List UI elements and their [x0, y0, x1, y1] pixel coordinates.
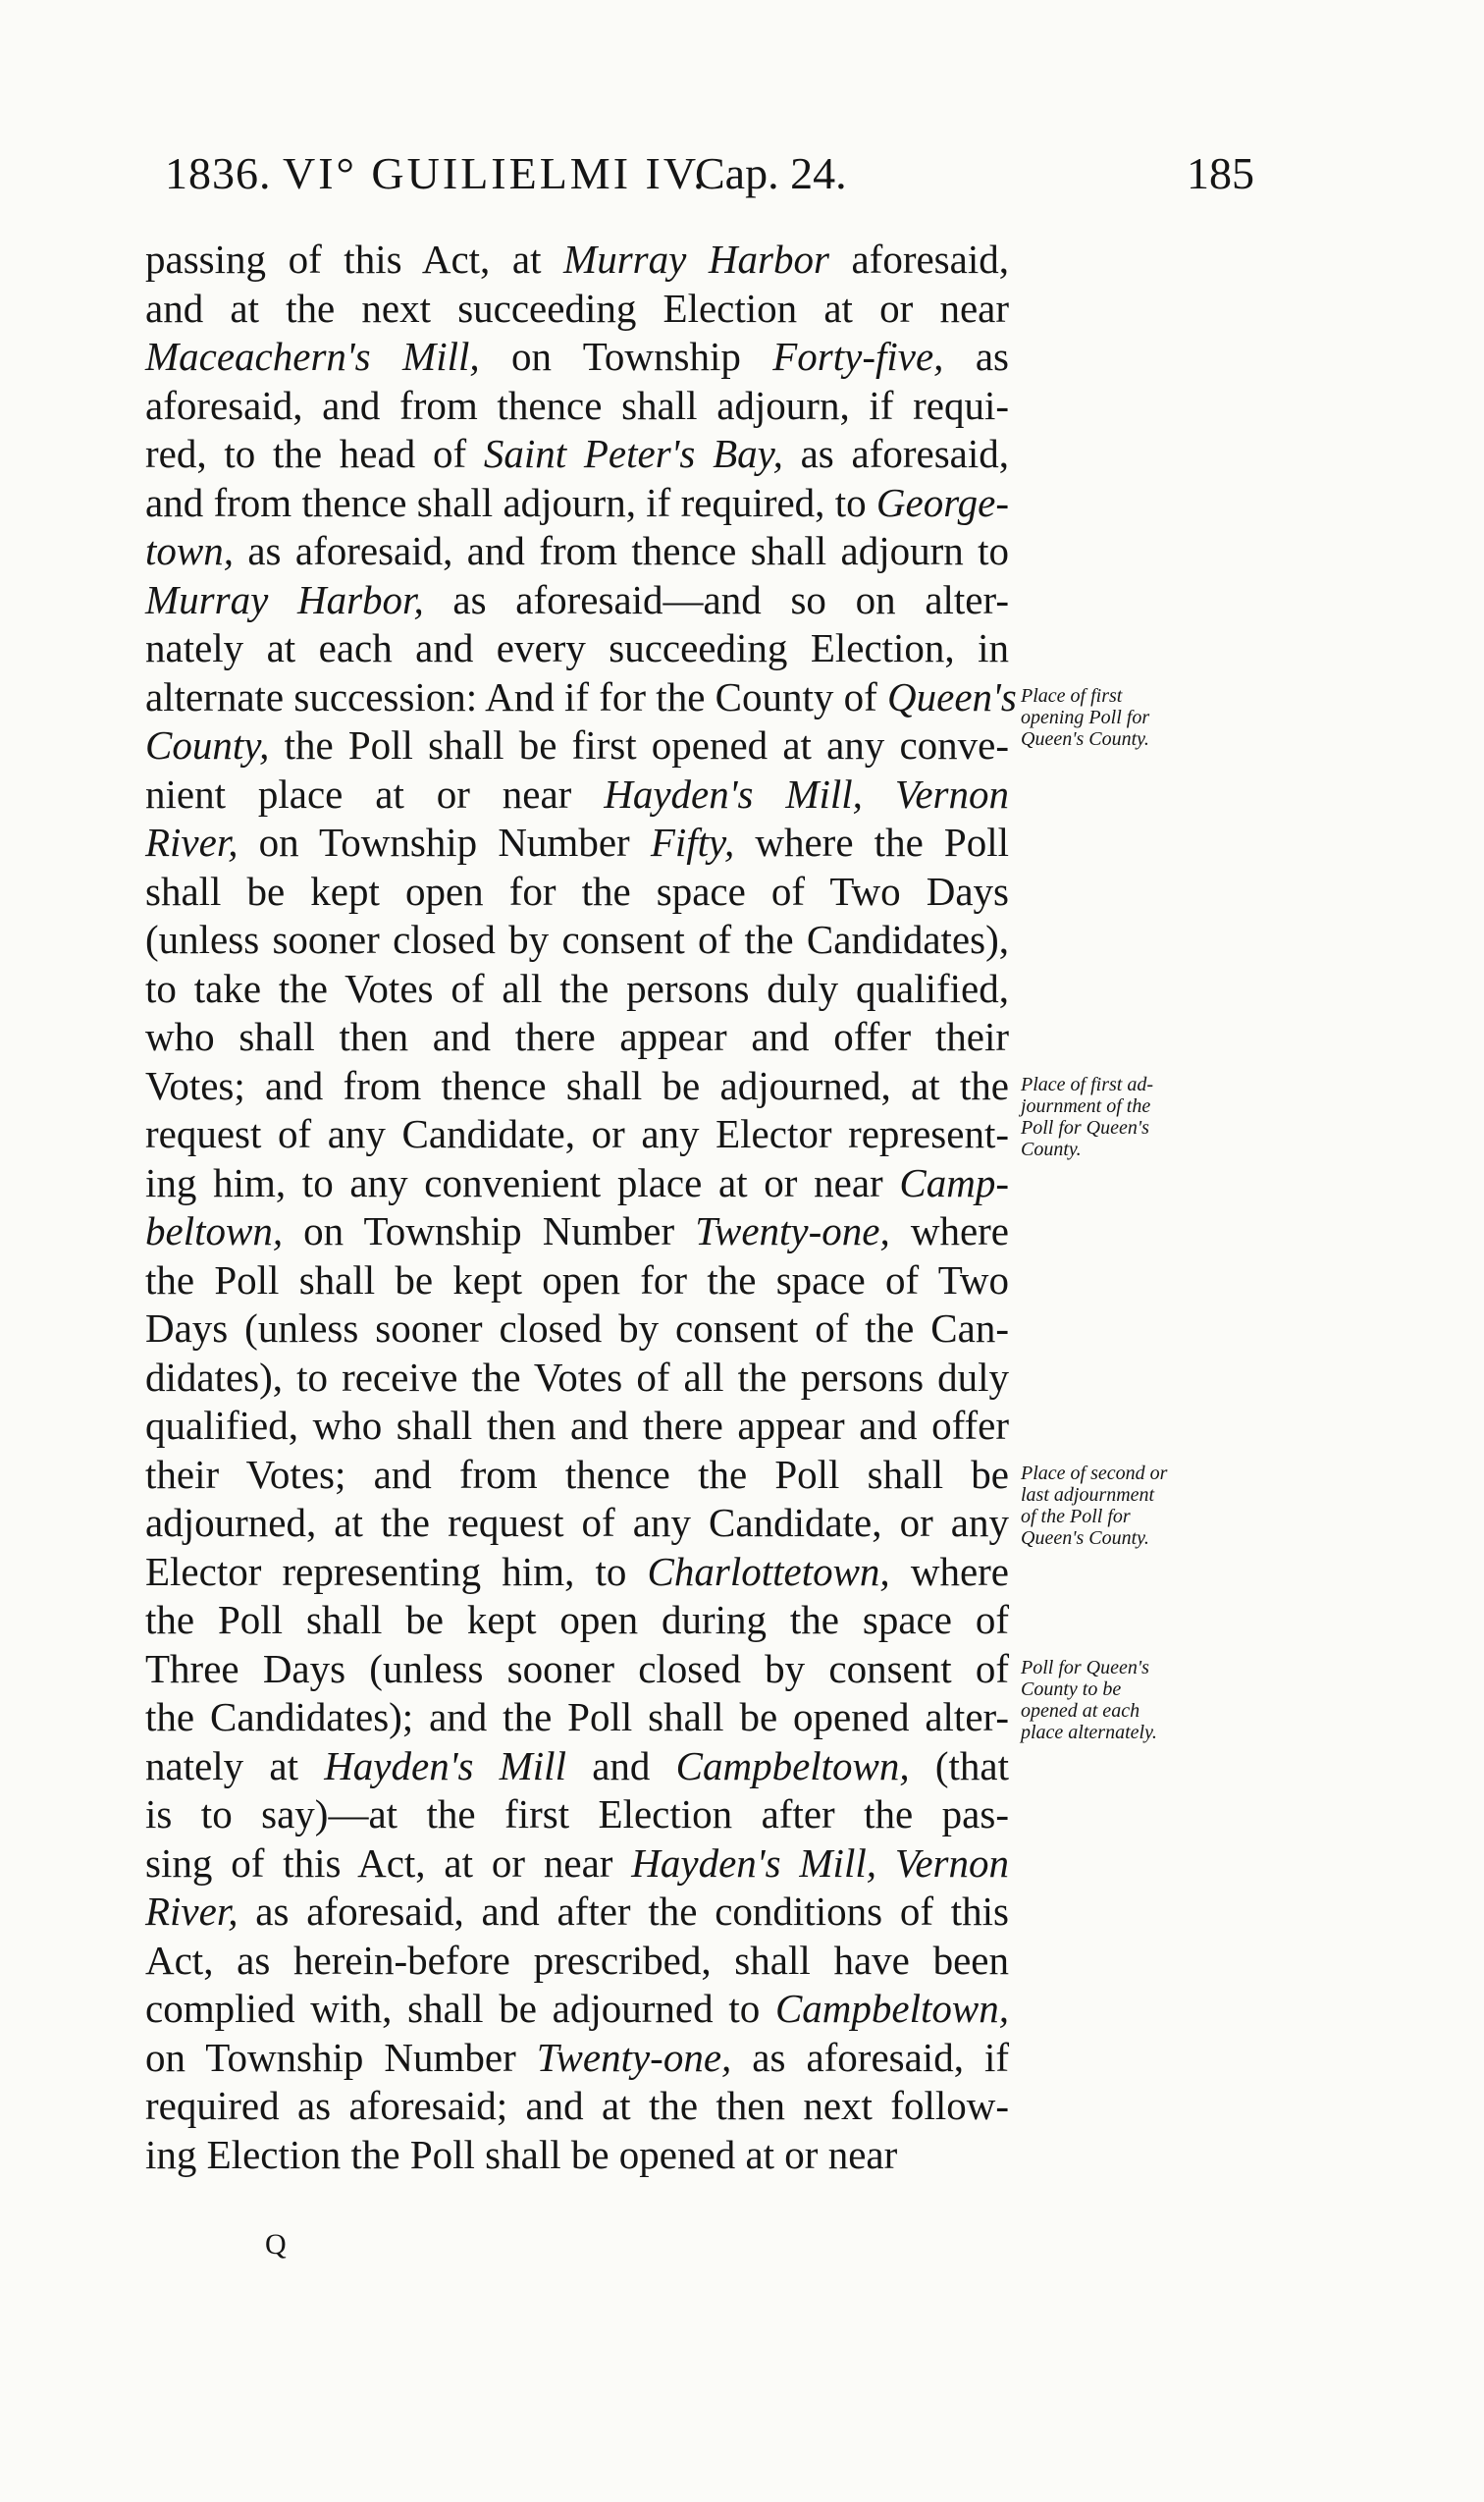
text-run: and from thence shall adjourn, if required, to [145, 479, 876, 525]
text-run: and at the next succeeding Election at or near [145, 285, 1009, 331]
text-run: to take the Votes of all the persons duly qualified, [145, 965, 1009, 1011]
text-run: nately at each and every succeeding Election, in [145, 625, 1009, 670]
text-run: Days (unless sooner closed by consent of the Can- [145, 1305, 1009, 1351]
text-line [145, 2131, 1009, 2180]
text-run: the Poll shall be kept open for the space of Two [145, 1256, 1009, 1303]
text-run: where [889, 1208, 1009, 1253]
text-line [145, 1985, 1009, 2034]
text-run: the Poll shall be kept open during the space of [145, 1597, 1009, 1642]
italic-text: Murray Harbor [563, 237, 829, 282]
text-line [145, 1645, 1009, 1694]
text-run: as aforesaid, [782, 431, 1009, 476]
text-run: aforesaid, and from thence shall adjourn, if requi- [145, 382, 1009, 428]
text-line [145, 1256, 1009, 1305]
margin-note: Place of first opening Poll for Queen's County. [1021, 684, 1150, 750]
text-line [145, 965, 1009, 1014]
text-line [145, 916, 1009, 965]
italic-text: beltown, [145, 1208, 284, 1253]
text-line [145, 430, 1009, 479]
text-run: on Township Number [238, 820, 651, 865]
text-line [145, 1742, 1009, 1791]
body-text [145, 236, 1017, 2179]
italic-text: Queen's [887, 673, 1017, 719]
text-run: Three Days (unless sooner closed by consent of [145, 1645, 1009, 1691]
text-run: ing Election the Poll shall be opened at or near [145, 2131, 898, 2177]
italic-text: George- [875, 479, 1009, 525]
text-run: as aforesaid, if [731, 2034, 1009, 2080]
italic-text: Campbeltown, [774, 1986, 1009, 2031]
text-run: shall be kept open for the space of Two Days [145, 868, 1009, 914]
text-run: aforesaid, [828, 237, 1009, 282]
text-run: and [565, 1742, 676, 1788]
text-line [145, 333, 1009, 382]
text-line [145, 1159, 1009, 1208]
text-line [145, 1499, 1009, 1548]
text-run: Act, as herein-before prescribed, shall have been [145, 1937, 1009, 1983]
text-run: qualified, who shall then and there appear and offer [145, 1403, 1009, 1448]
text-run: passing of this Act, at [145, 237, 564, 282]
header-year: 1836. [165, 148, 272, 198]
italic-text: County, [145, 722, 270, 768]
text-line [145, 1693, 1009, 1742]
italic-text: Murray Harbor, [145, 576, 424, 622]
text-line [145, 236, 1009, 285]
text-run: ing him, to any convenient place at or near [145, 1159, 900, 1205]
text-line [145, 479, 1009, 528]
text-line [145, 2034, 1009, 2083]
text-line [145, 1596, 1009, 1645]
text-run: (that [909, 1742, 1010, 1788]
text-line [145, 1888, 1009, 1937]
text-run: the Poll shall be first opened at any conve- [269, 722, 1009, 768]
text-line [145, 1451, 1009, 1500]
margin-note: Place of first ad- journment of the Poll for Queen's County. [1021, 1073, 1153, 1160]
text-run: nately at [145, 1742, 325, 1788]
text-run: required as aforesaid; and at the then next follow- [145, 2083, 1009, 2128]
italic-text: River, [145, 820, 238, 865]
italic-text: Hayden's Mill, Vernon [631, 1839, 1009, 1886]
italic-text: Saint Peter's Bay, [483, 431, 783, 476]
text-run: sing of this Act, at or near [145, 1839, 632, 1886]
text-run: as aforesaid—and so on alter- [423, 576, 1009, 622]
text-line [145, 576, 1009, 625]
text-line [145, 1548, 1009, 1597]
text-run: Votes; and from thence shall be adjourned, at the [145, 1062, 1009, 1108]
text-line [145, 285, 1009, 334]
text-line [145, 1937, 1009, 1986]
text-line [145, 1110, 1009, 1159]
italic-text: Twenty-one, [695, 1208, 890, 1253]
text-run: is to say)—at the first Election after the pas- [145, 1791, 1009, 1837]
text-line [145, 868, 1009, 917]
header-chapter: Cap. 24. [695, 148, 847, 198]
italic-text: Forty-five, [772, 334, 944, 379]
text-line [145, 2082, 1009, 2131]
signature-mark: Q [265, 2228, 287, 2261]
text-run: Elector representing him, to [145, 1548, 648, 1594]
page-number: 185 [1187, 148, 1254, 198]
text-line [145, 771, 1009, 820]
text-line [145, 382, 1009, 431]
text-run: on Township Number [283, 1208, 696, 1253]
text-line [145, 819, 1009, 868]
text-run: as aforesaid, and from thence shall adjourn to [234, 528, 1009, 573]
text-run: on Township [479, 334, 773, 379]
text-run: as [943, 334, 1010, 379]
italic-text: town, [145, 528, 234, 573]
text-run: on Township Number [145, 2034, 537, 2080]
text-run: request of any Candidate, or any Elector represent- [145, 1111, 1009, 1156]
text-run: their Votes; and from thence the Poll shall be [145, 1451, 1009, 1497]
text-run: (unless sooner closed by consent of the Candidates), [145, 917, 1009, 962]
text-run: red, to the head of [145, 431, 484, 476]
text-line [145, 1304, 1009, 1354]
running-header [165, 147, 1254, 216]
text-run: didates), to receive the Votes of all the persons duly [145, 1354, 1009, 1400]
italic-text: Maceachern's Mill, [145, 334, 480, 379]
text-line [145, 1354, 1009, 1403]
text-run: nient place at or near [145, 771, 605, 817]
text-run: adjourned, at the request of any Candidate, or any [145, 1500, 1009, 1545]
italic-text: Campbeltown, [675, 1742, 910, 1788]
margin-note: Poll for Queen's County to be opened at each place alternately. [1021, 1656, 1157, 1743]
italic-text: Camp- [899, 1159, 1009, 1205]
text-line [145, 1402, 1009, 1451]
text-run: where the Poll [734, 820, 1009, 865]
text-line [145, 1790, 1009, 1839]
text-line [145, 1062, 1009, 1111]
text-line [145, 624, 1009, 673]
italic-text: River, [145, 1889, 238, 1934]
text-run: alternate succession: And if for the County of [145, 673, 888, 719]
text-line [145, 673, 1017, 722]
italic-text: Twenty-one, [536, 2034, 732, 2080]
margin-note: Place of second or last adjournment of the Poll for Queen's County. [1021, 1462, 1168, 1549]
italic-text: Fifty, [650, 820, 735, 865]
text-line [145, 1839, 1009, 1889]
text-line [145, 1013, 1009, 1062]
text-line [145, 527, 1009, 576]
text-run: the Candidates); and the Poll shall be opened alter- [145, 1694, 1009, 1739]
italic-text: Charlottetown, [647, 1548, 890, 1594]
text-line [145, 721, 1009, 771]
text-run: who shall then and there appear and offer their [145, 1014, 1009, 1059]
text-run: where [889, 1548, 1009, 1594]
text-line [145, 1207, 1009, 1256]
header-title: VI° GUILIELMI IV. [283, 148, 708, 198]
text-run: as aforesaid, and after the conditions of this [238, 1889, 1009, 1934]
italic-text: Hayden's Mill, Vernon [604, 771, 1009, 817]
text-run: complied with, shall be adjourned to [145, 1986, 775, 2031]
italic-text: Hayden's Mill [324, 1742, 566, 1788]
